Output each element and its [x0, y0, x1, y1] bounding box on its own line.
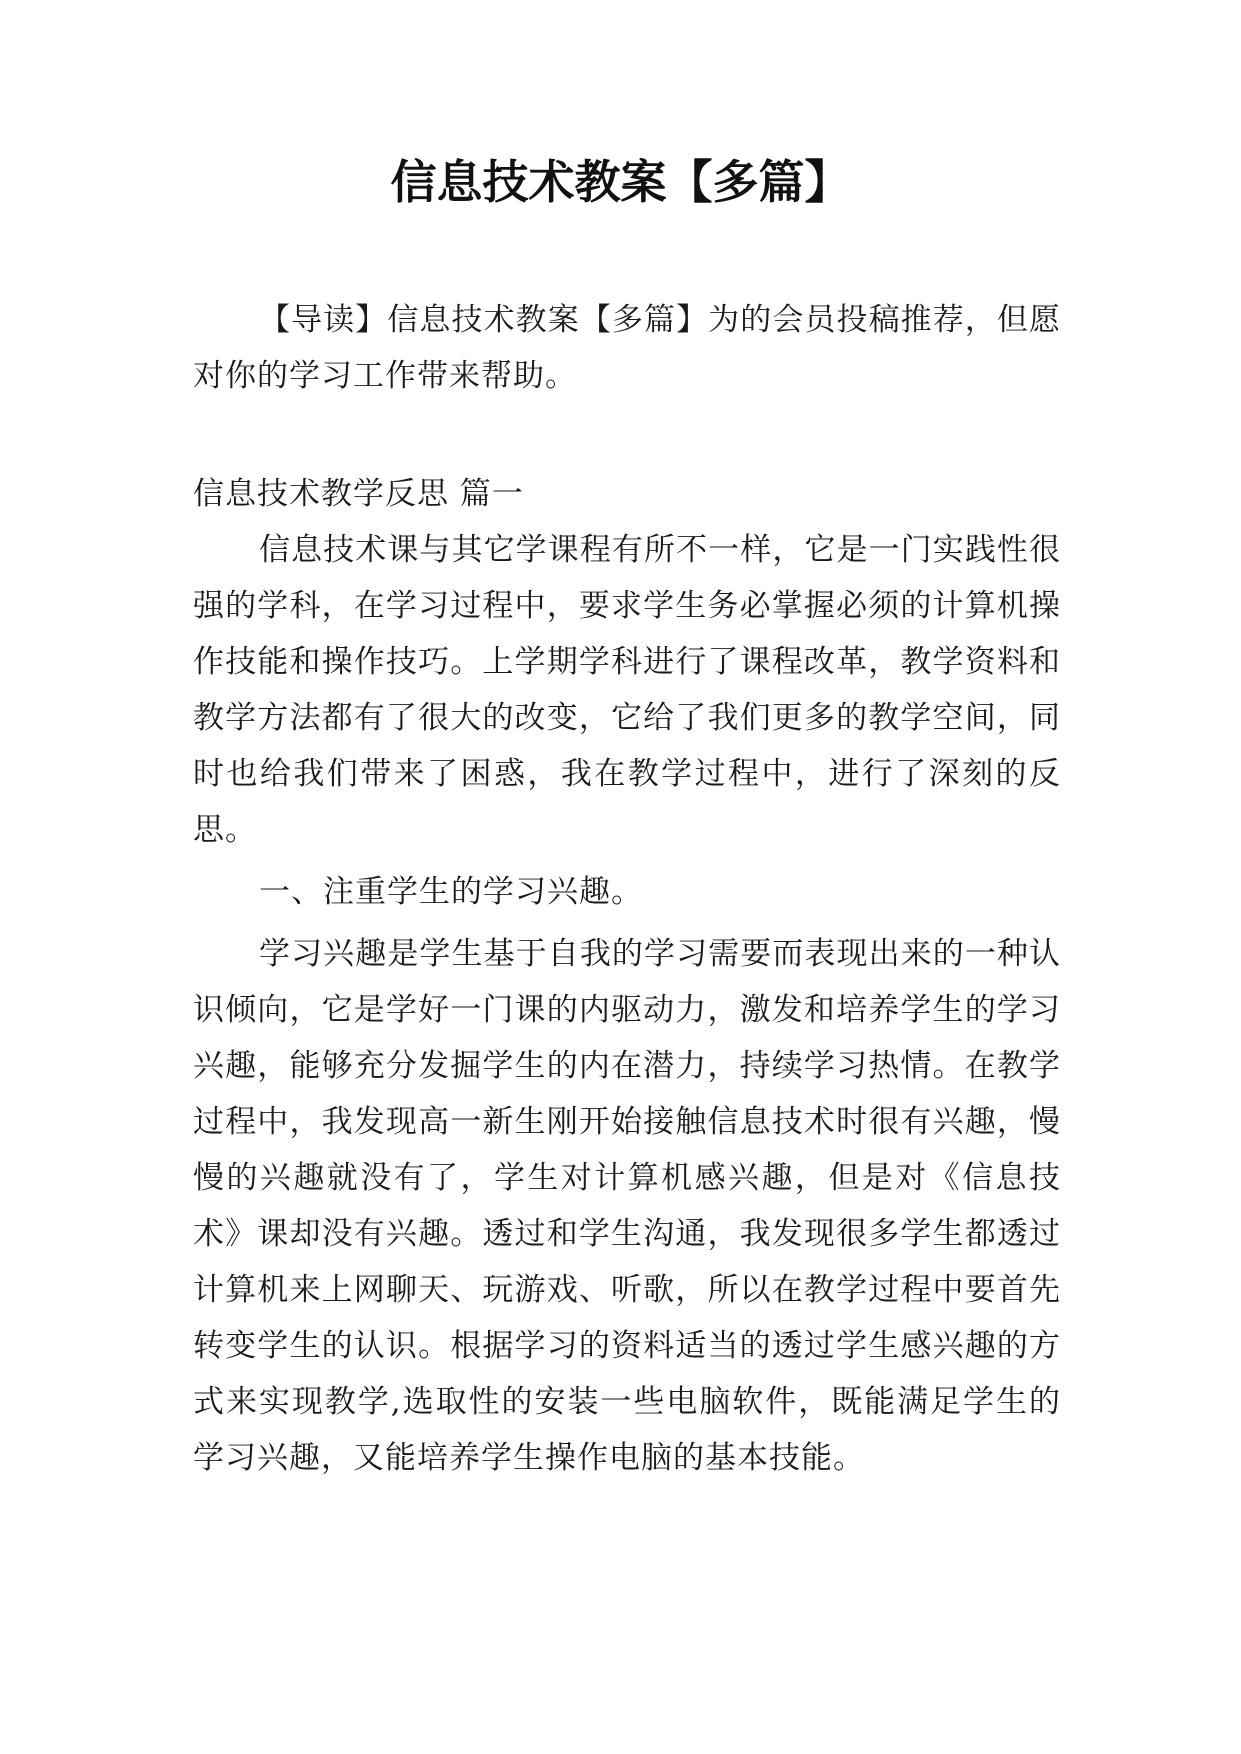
paragraph-point-heading: 一、注重学生的学习兴趣。	[259, 874, 643, 910]
section-body	[193, 522, 1061, 1492]
paragraph-intro-reflection: 信息技术课与其它学课程有所不一样，它是一门实践性很强的学科，在学习过程中，要求学生务必掌握必须的计算机操作技能和操作技巧。上学期学科进行了课程改革，教学资料和教学方法都有了很大的改变，它给了我们更多的教学空间，同时也给我们带来了困惑，我在教学过程中，进行了深刻的反思。	[193, 532, 1061, 848]
section-heading: 信息技术教学反思 篇一	[193, 476, 524, 512]
intro-paragraph: 【导读】信息技术教案【多篇】为的会员投稿推荐，但愿对你的学习工作带来帮助。	[193, 302, 1061, 394]
paragraph-interest: 学习兴趣是学生基于自我的学习需要而表现出来的一种认识倾向，它是学好一门课的内驱动力，激发和培养学生的学习兴趣，能够充分发掘学生的内在潜力，持续学习热情。在教学过程中，我发现高一新生刚开始接触信息技术时很有兴趣，慢慢的兴趣就没有了，学生对计算机感兴趣，但是对《信息技术》课却没有兴趣。透过和学生沟通，我发现很多学生都透过计算机来上网聊天、玩游戏、听歌，所以在教学过程中要首先转变学生的认识。根据学习的资料适当的透过学生感兴趣的方式来实现教学,选取性的安装一些电脑软件，既能满足学生的学习兴趣，又能培养学生操作电脑的基本技能。	[193, 936, 1061, 1476]
document-title: 信息技术教案【多篇】	[390, 155, 851, 209]
